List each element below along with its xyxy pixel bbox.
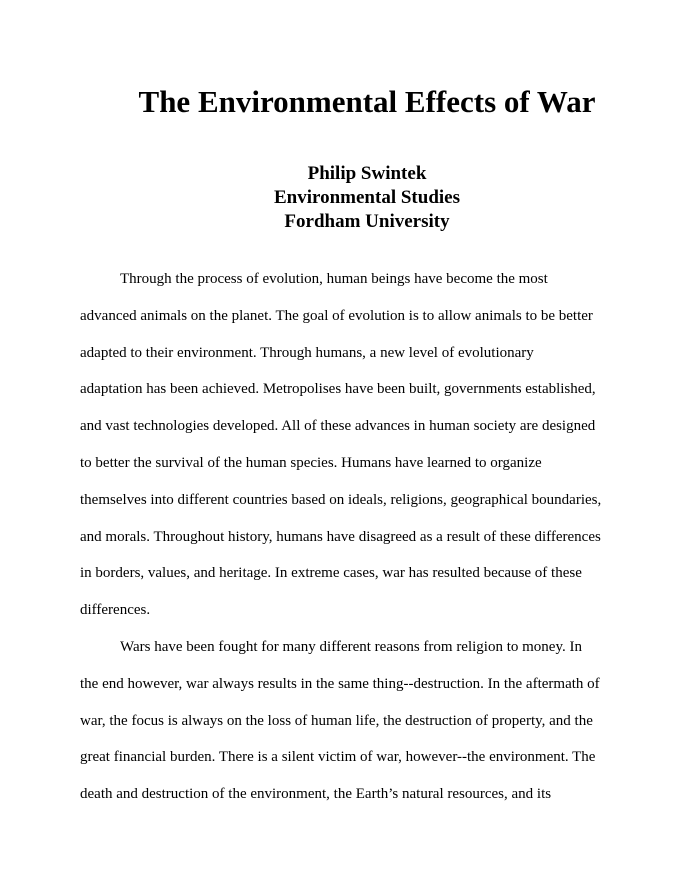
paragraph-1-line: adaptation has been achieved. Metropolises have been built, governments established,	[80, 381, 596, 398]
paragraph-1-line: differences.	[80, 602, 151, 619]
paragraph-2-line: Wars have been fought for many different reasons from religion to money. In	[120, 638, 582, 655]
paragraph-1-line: adapted to their environment. Through humans, a new level of evolutionary	[80, 344, 534, 361]
paragraph-1-line: and morals. Throughout history, humans have disagreed as a result of these differences	[80, 528, 601, 545]
author-institution: Fordham University	[284, 211, 450, 232]
paragraph-2-line: death and destruction of the environment, the Earth’s natural resources, and its	[80, 786, 552, 803]
paragraph-2-line: the end however, war always results in the same thing--destruction. In the aftermath of	[80, 675, 600, 692]
paragraph-1-line: to better the survival of the human species. Humans have learned to organize	[80, 454, 542, 471]
body-text	[80, 267, 620, 819]
paragraph-2-line: war, the focus is always on the loss of human life, the destruction of property, and the	[80, 712, 593, 729]
paragraph-1-line: Through the process of evolution, human beings have become the most	[120, 271, 548, 287]
author-department: Environmental Studies	[274, 187, 460, 208]
paragraph-2-line: great financial burden. There is a silent victim of war, however--the environment. The	[80, 749, 596, 766]
document-title: The Environmental Effects of War	[138, 84, 596, 119]
paragraph-1-line: themselves into different countries based on ideals, religions, geographical boundaries,	[80, 491, 602, 508]
author-name: Philip Swintek	[307, 163, 427, 184]
paragraph-1-line: and vast technologies developed. All of these advances in human society are designed	[80, 418, 596, 435]
paragraph-1-line: in borders, values, and heritage. In extreme cases, war has resulted because of these	[80, 565, 582, 582]
author-block	[0, 162, 692, 234]
paragraph-1-line: advanced animals on the planet. The goal of evolution is to allow animals to be better	[80, 307, 593, 324]
